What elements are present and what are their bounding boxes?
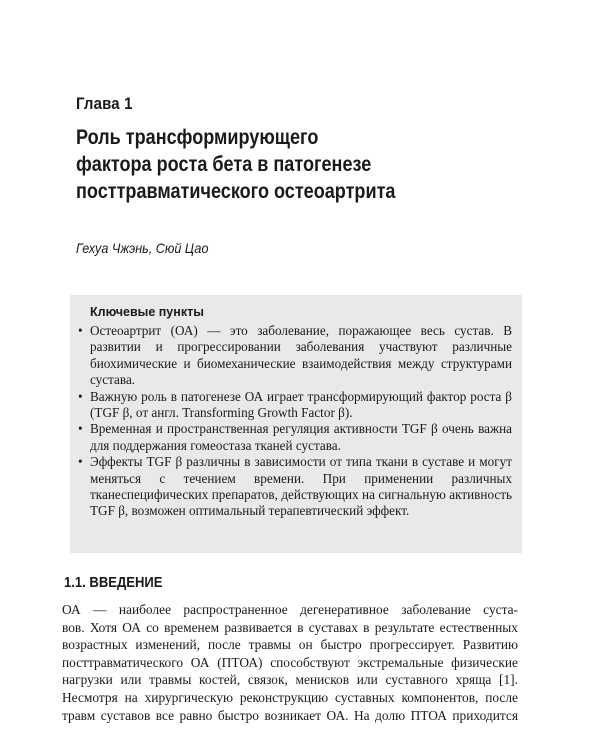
body-line: Несмотря на хирургическую реконструкцию суставных компонентов, после — [62, 689, 518, 705]
bullet-icon: • — [78, 388, 83, 404]
body-line: посттравматического ОА (ПТОА) способствуют экстремальные физические — [62, 654, 518, 670]
body-line: нагрузки или травмы костей, связок, менисков или суставного хряща [1]. — [62, 672, 518, 688]
key-point-item — [76, 421, 512, 454]
bullet-icon: • — [78, 454, 83, 470]
key-point-text: Эффекты TGF β различны в зависимости от типа ткани в суставе и могут меняться с течением времени. При применении различных тканеспецифических препаратов, действующих на сигнальную активность TGF β, возможен оптимальный терапевтический эффект. — [90, 454, 512, 519]
chapter-title-line: Роль трансформирующего — [76, 126, 319, 149]
key-point-item — [76, 454, 512, 520]
key-points-box — [70, 295, 522, 553]
chapter-title-line: фактора роста бета в патогенезе — [76, 153, 372, 176]
section-body — [62, 601, 518, 724]
body-line: вов. Хотя ОА со временем развивается в суставах в результате естественных — [62, 619, 518, 635]
key-point-text: Важную роль в патогенезе ОА играет трансформирующий фактор роста β (TGF β, от англ. Transforming Growth Factor β). — [90, 388, 512, 421]
section-heading: 1.1. ВВЕДЕНИЕ — [64, 575, 163, 591]
bullet-icon: • — [78, 323, 83, 338]
body-line: травм суставов все равно быстро возникает ОА. На долю ПТОА приходится — [62, 707, 518, 723]
chapter-title — [76, 124, 454, 205]
key-points-list — [76, 323, 512, 520]
chapter-label: Глава 1 — [76, 94, 133, 113]
bullet-icon: • — [78, 421, 83, 437]
key-point-item — [76, 323, 512, 389]
chapter-authors: Гехуа Чжэнь, Сюй Цао — [76, 240, 209, 256]
key-point-item — [76, 389, 512, 422]
chapter-title-line: посттравматического остеоартрита — [76, 180, 396, 203]
body-line: ОА — наиболее распространенное дегенеративное заболевание суста- — [62, 602, 518, 617]
body-line: возрастных изменений, после травмы он быстро прогрессирует. Развитию — [62, 637, 518, 653]
key-points-title: Ключевые пункты — [90, 305, 204, 319]
key-point-text: Остеоартрит (ОА) — это заболевание, поражающее весь сустав. В развитии и прогрессировании заболевания участвуют различные биохимические и биомеханические взаимодействия между структурами сустава. — [90, 323, 512, 388]
key-point-text: Временная и пространственная регуляция активности TGF β очень важна для поддержания гомеостаза тканей сустава. — [90, 421, 512, 453]
